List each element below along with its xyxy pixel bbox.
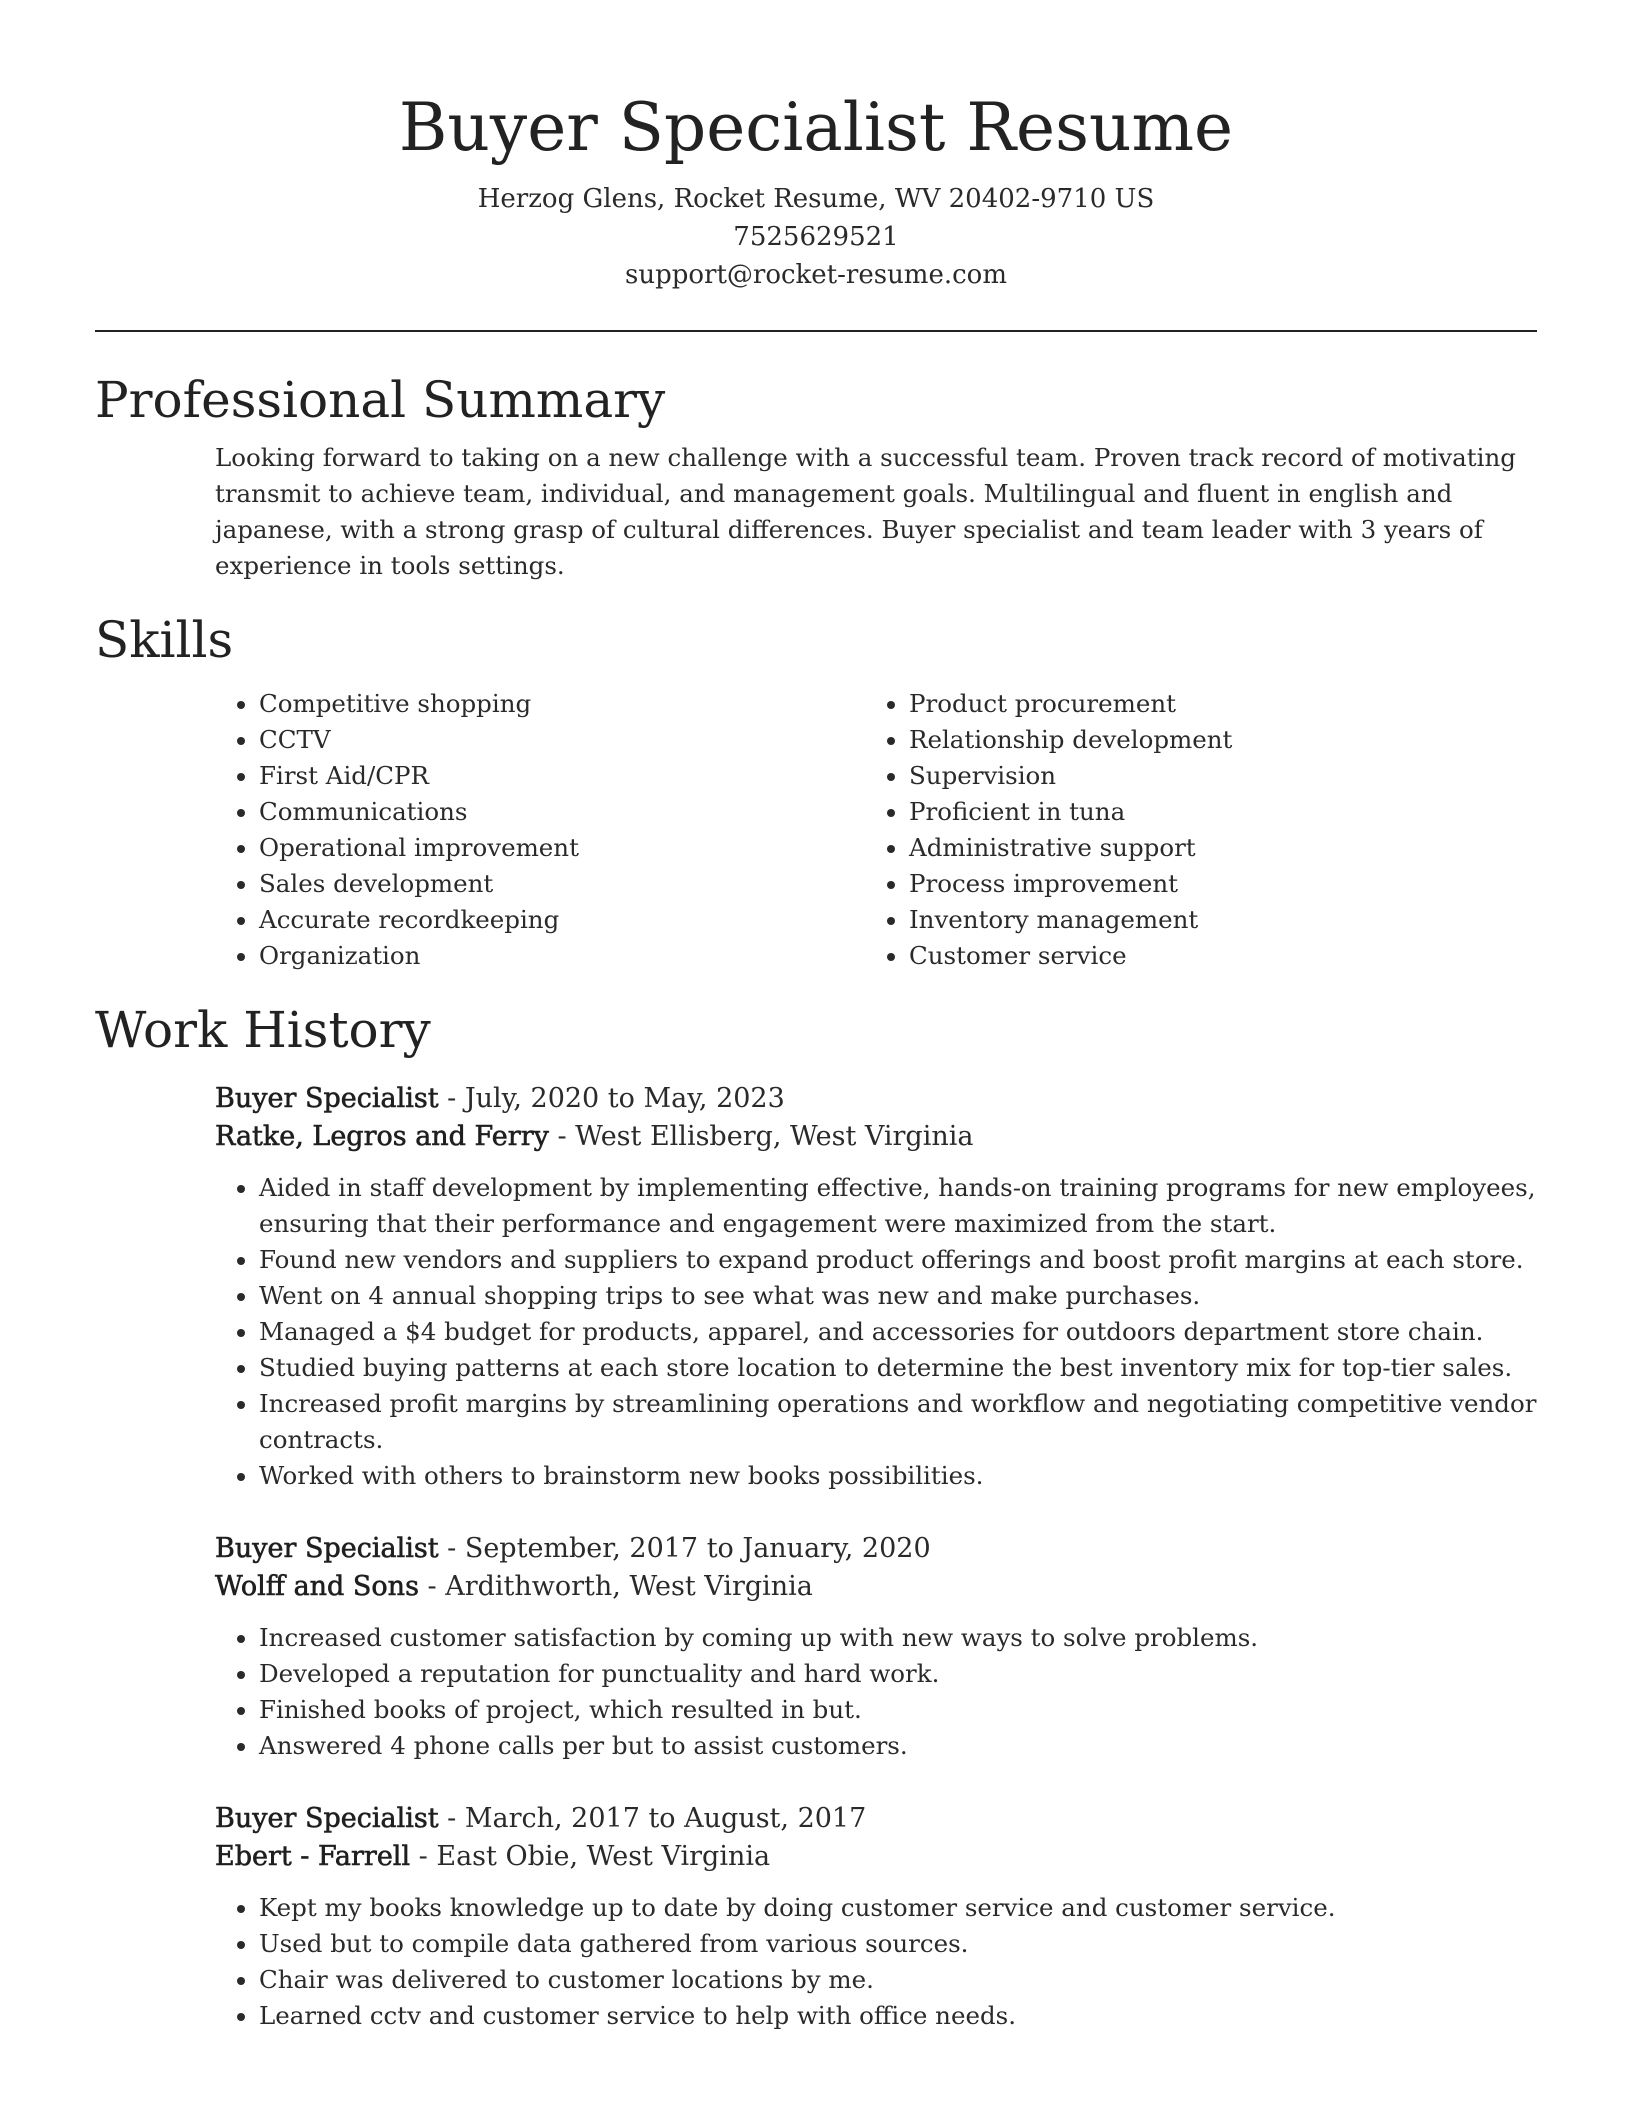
job-bullet: • Managed a $4 budget for products, apparel, and accessories for outdoors department store chain. [259,1314,1537,1350]
header-divider [95,330,1537,332]
skills-column-left [215,686,865,974]
resume-header [95,0,1537,294]
job-bullet: • Aided in staff development by implementing effective, hands-on training programs for new employees, ensuring that their performance and engagement were maximized from the start. [259,1170,1537,1242]
job-bullets [215,1890,1537,2034]
page-title: Buyer Specialist Resume [398,89,1234,166]
skill-item: • Organization [259,938,865,974]
skill-item: • Inventory management [909,902,1515,938]
job-bullet: • Chair was delivered to customer locations by me. [259,1962,1537,1998]
skill-item: • Sales development [259,866,865,902]
job-bullet: • Found new vendors and suppliers to expand product offerings and boost profit margins at each store. [259,1242,1537,1278]
skills-section [95,610,1537,974]
job-title-line [215,1800,1537,1838]
job-company: Wolff and Sons [215,1571,419,1602]
work-history-heading: Work History [95,1001,431,1059]
skill-item: • First Aid/CPR [259,758,865,794]
job-bullet: • Kept my books knowledge up to date by doing customer service and customer service. [259,1890,1537,1926]
skill-item: • Proficient in tuna [909,794,1515,830]
job-bullet: • Studied buying patterns at each store location to determine the best inventory mix for top-tier sales. [259,1350,1537,1386]
job-location: - West Ellisberg, West Virginia [548,1121,974,1152]
skill-item: • Accurate recordkeeping [259,902,865,938]
work-history-section [95,1000,1537,2034]
job-bullet: • Learned cctv and customer service to help with office needs. [259,1998,1537,2034]
contact-address: Herzog Glens, Rocket Resume, WV 20402-9710 US [477,184,1155,214]
job-bullet: • Went on 4 annual shopping trips to see what was new and make purchases. [259,1278,1537,1314]
job-bullet: • Answered 4 phone calls per but to assist customers. [259,1728,1537,1764]
job-bullet: • Finished books of project, which resulted in but. [259,1692,1537,1728]
job-dates: - March, 2017 to August, 2017 [438,1803,867,1834]
skill-item: • Administrative support [909,830,1515,866]
skills-list-right [865,686,1515,974]
job-title: Buyer Specialist [215,1533,439,1564]
job-company-line [215,1568,1537,1606]
skill-item: • CCTV [259,722,865,758]
skill-item: • Process improvement [909,866,1515,902]
job-title-line [215,1080,1537,1118]
skills-grid [95,686,1537,974]
summary-heading: Professional Summary [95,371,666,429]
job-dates: - September, 2017 to January, 2020 [438,1533,931,1564]
summary-section [95,370,1537,584]
job-bullet: • Used but to compile data gathered from various sources. [259,1926,1537,1962]
contact-info [95,180,1537,294]
job-bullets [215,1620,1537,1764]
job-company: Ratke, Legros and Ferry [215,1121,549,1152]
job-title: Buyer Specialist [215,1083,439,1114]
job-entry [95,1800,1537,2034]
job-title-line [215,1530,1537,1568]
skills-column-right [865,686,1515,974]
skill-item: • Product procurement [909,686,1515,722]
skill-item: • Operational improvement [259,830,865,866]
job-location: - Ardithworth, West Virginia [418,1571,813,1602]
skill-item: • Competitive shopping [259,686,865,722]
skills-list-left [215,686,865,974]
job-bullet: • Increased profit margins by streamlining operations and workflow and negotiating competitive vendor contracts. [259,1386,1537,1458]
job-bullet: • Increased customer satisfaction by coming up with new ways to solve problems. [259,1620,1537,1656]
job-company-line [215,1118,1537,1156]
contact-phone: 7525629521 [733,222,899,252]
job-bullet: • Worked with others to brainstorm new books possibilities. [259,1458,1537,1494]
summary-text: Looking forward to taking on a new challenge with a successful team. Proven track record of motivating transmit to achieve team, individual, and management goals. Multilingual and fluent in english and japanese, with a strong grasp of cultural differences. Buyer specialist and team leader with 3 years of experience in tools settings. [215,443,1516,580]
job-location: - East Obie, West Virginia [410,1841,771,1872]
skill-item: • Customer service [909,938,1515,974]
skill-item: • Supervision [909,758,1515,794]
skill-item: • Relationship development [909,722,1515,758]
job-company: Ebert - Farrell [215,1841,411,1872]
job-entry [95,1530,1537,1764]
job-bullets [215,1170,1537,1494]
skills-heading: Skills [95,611,234,669]
job-dates: - July, 2020 to May, 2023 [438,1083,785,1114]
job-bullet: • Developed a reputation for punctuality and hard work. [259,1656,1537,1692]
job-entry [95,1080,1537,1494]
skill-item: • Communications [259,794,865,830]
contact-email: support@rocket-resume.com [624,260,1007,290]
job-company-line [215,1838,1537,1876]
job-title: Buyer Specialist [215,1803,439,1834]
